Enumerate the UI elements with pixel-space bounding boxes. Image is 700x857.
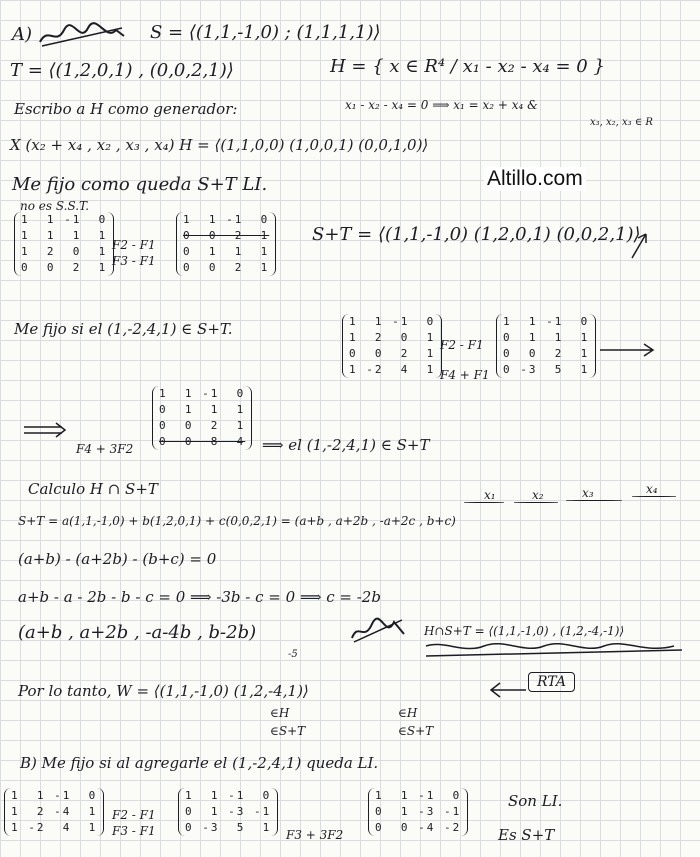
brace — [566, 500, 622, 501]
row-op: F2 - F1 — [440, 338, 484, 352]
matrix-row: 0 1 1 1 — [503, 331, 590, 344]
matrix-reduced-1 — [176, 212, 276, 276]
row-op: F3 - F1 — [112, 824, 156, 838]
brace — [514, 502, 558, 503]
compute-h-intersect-s-plus-t: Calculo H ∩ S+T — [28, 480, 158, 498]
matrix-part-b — [4, 788, 104, 836]
s-plus-t-result: S+T = ⟨(1,1,-1,0) (1,2,0,1) (0,0,2,1)⟩ — [312, 224, 641, 245]
membership-note: ∈S+T — [398, 724, 434, 738]
matrix-s-plus-t — [14, 212, 114, 276]
matrix-with-vector — [342, 314, 442, 378]
row-op: F2 - F1 — [112, 238, 156, 252]
watermark-text: Altillo.com — [484, 167, 586, 191]
minus-five-note: -5 — [288, 649, 298, 660]
check-vector-in-s-plus-t: Me fijo si el (1,-2,4,1) ∈ S+T. — [14, 320, 233, 338]
matrix-row: 0 0 2 1 — [349, 347, 436, 360]
conclusion-s-plus-t: Es S+T — [498, 826, 555, 844]
membership-note: ∈S+T — [270, 724, 306, 738]
membership-note: ∈H — [270, 706, 290, 720]
brace — [464, 502, 504, 503]
matrix-row: 1 1 -1 0 — [11, 789, 98, 802]
subspace-t: T = ⟨(1,2,0,1) , (0,0,2,1)⟩ — [10, 60, 234, 81]
matrix-row: 0 -3 5 1 — [503, 363, 590, 376]
coord-label: x₂ — [532, 488, 544, 502]
scribble-mark — [348, 616, 408, 646]
membership-note: ∈H — [398, 706, 418, 720]
s-plus-t-linear-combination: S+T = a(1,1,-1,0) + b(1,2,0,1) + c(0,0,2,1) = (a+b , a+2b , -a+2c , b+c) — [18, 514, 456, 528]
matrix-row: 0 0 2 1 — [159, 419, 246, 432]
part-a-label: A) — [12, 24, 33, 45]
matrix-row: 1 1 1 1 — [21, 229, 108, 242]
matrix-reduced-3 — [152, 386, 252, 450]
matrix-row: 1 2 0 1 — [349, 331, 436, 344]
apply-h-condition: (a+b) - (a+2b) - (b+c) = 0 — [18, 550, 217, 568]
matrix-row: 1 1 -1 0 — [185, 789, 272, 802]
matrix-row: 1 -2 4 1 — [349, 363, 436, 376]
matrix-row: 1 1 -1 0 — [21, 213, 108, 226]
crossed-out-scribble — [424, 640, 684, 662]
write-h-generator: Escribo a H como generador: — [14, 100, 238, 118]
matrix-row: 0 0 2 1 — [503, 347, 590, 360]
matrix-row: 0 1 -3 -1 — [375, 805, 462, 818]
conclusion-li: Son LI. — [508, 792, 563, 810]
matrix-row: 0 1 -3 -1 — [185, 805, 272, 818]
free-variables-note: x₃, x₂, x₃ ∈ R — [590, 117, 653, 128]
matrix-part-b-reduced-2 — [368, 788, 468, 836]
arrow-left-icon — [488, 680, 528, 700]
row-op: F4 + 3F2 — [76, 442, 134, 456]
matrix-row: 1 1 -1 0 — [159, 387, 246, 400]
substituted-vector: (a+b , a+2b , -a-4b , b-2b) — [18, 622, 257, 643]
h-equation-solve: x₁ - x₂ - x₄ = 0 ⟹ x₁ = x₂ + x₄ & — [345, 98, 538, 112]
check-s-plus-t-li: Me fijo como queda S+T LI. — [12, 174, 268, 195]
row-op: F3 + 3F2 — [286, 828, 344, 842]
row-op: F4 + F1 — [440, 368, 490, 382]
simplify-condition: a+b - a - 2b - b - c = 0 ⟹ -3b - c = 0 ⟹ c = -2b — [18, 588, 381, 606]
matrix-row: 0 0 2 1 — [183, 229, 270, 242]
row-op: F3 - F1 — [112, 254, 156, 268]
arrow-icon — [624, 228, 654, 262]
matrix-row: 1 1 -1 0 — [183, 213, 270, 226]
answer-badge: RTA — [528, 672, 575, 692]
arrow-right-icon — [598, 340, 658, 360]
h-intersect-result: H∩S+T = ⟨(1,1,-1,0) , (1,2,-4,-1)⟩ — [424, 624, 625, 638]
matrix-row: 0 -3 5 1 — [185, 821, 272, 834]
matrix-row: 1 2 0 1 — [21, 245, 108, 258]
no-es-sst-note: no es S.S.T. — [20, 199, 90, 213]
coord-label: x₁ — [484, 488, 496, 502]
vector-in-s-plus-t-conclusion: ⟹ el (1,-2,4,1) ∈ S+T — [262, 436, 430, 454]
arrow-right-icon — [22, 422, 68, 438]
matrix-row: 0 0 8 4 — [159, 435, 246, 448]
brace — [632, 496, 676, 497]
h-generators: X (x₂ + x₄ , x₂ , x₃ , x₄) H = ⟨(1,1,0,0) (1,0,0,1) (0,0,1,0)⟩ — [10, 136, 429, 154]
matrix-row: 0 1 1 1 — [159, 403, 246, 416]
part-b-statement: B) Me fijo si al agregarle el (1,-2,4,1) queda LI. — [20, 754, 379, 772]
matrix-row: 0 1 1 1 — [183, 245, 270, 258]
matrix-row: 1 1 -1 0 — [375, 789, 462, 802]
final-w-result: Por lo tanto, W = ⟨(1,1,-1,0) (1,2,-4,1)⟩ — [18, 682, 309, 700]
matrix-part-b-reduced-1 — [178, 788, 278, 836]
matrix-row: 1 1 -1 0 — [503, 315, 590, 328]
matrix-reduced-2 — [496, 314, 596, 378]
scribble-mark — [36, 22, 128, 50]
subspace-h: H = { x ∈ R⁴ / x₁ - x₂ - x₄ = 0 } — [330, 56, 605, 77]
coord-label: x₄ — [646, 482, 658, 496]
matrix-row: 0 0 2 1 — [21, 261, 108, 274]
coord-label: x₃ — [582, 486, 594, 500]
matrix-row: 1 1 -1 0 — [349, 315, 436, 328]
matrix-row: 1 2 -4 1 — [11, 805, 98, 818]
matrix-row: 1 -2 4 1 — [11, 821, 98, 834]
row-op: F2 - F1 — [112, 808, 156, 822]
subspace-s: S = ⟨(1,1,-1,0) ; (1,1,1,1)⟩ — [150, 22, 381, 43]
matrix-row: 0 0 2 1 — [183, 261, 270, 274]
matrix-row: 0 0 -4 -2 — [375, 821, 462, 834]
